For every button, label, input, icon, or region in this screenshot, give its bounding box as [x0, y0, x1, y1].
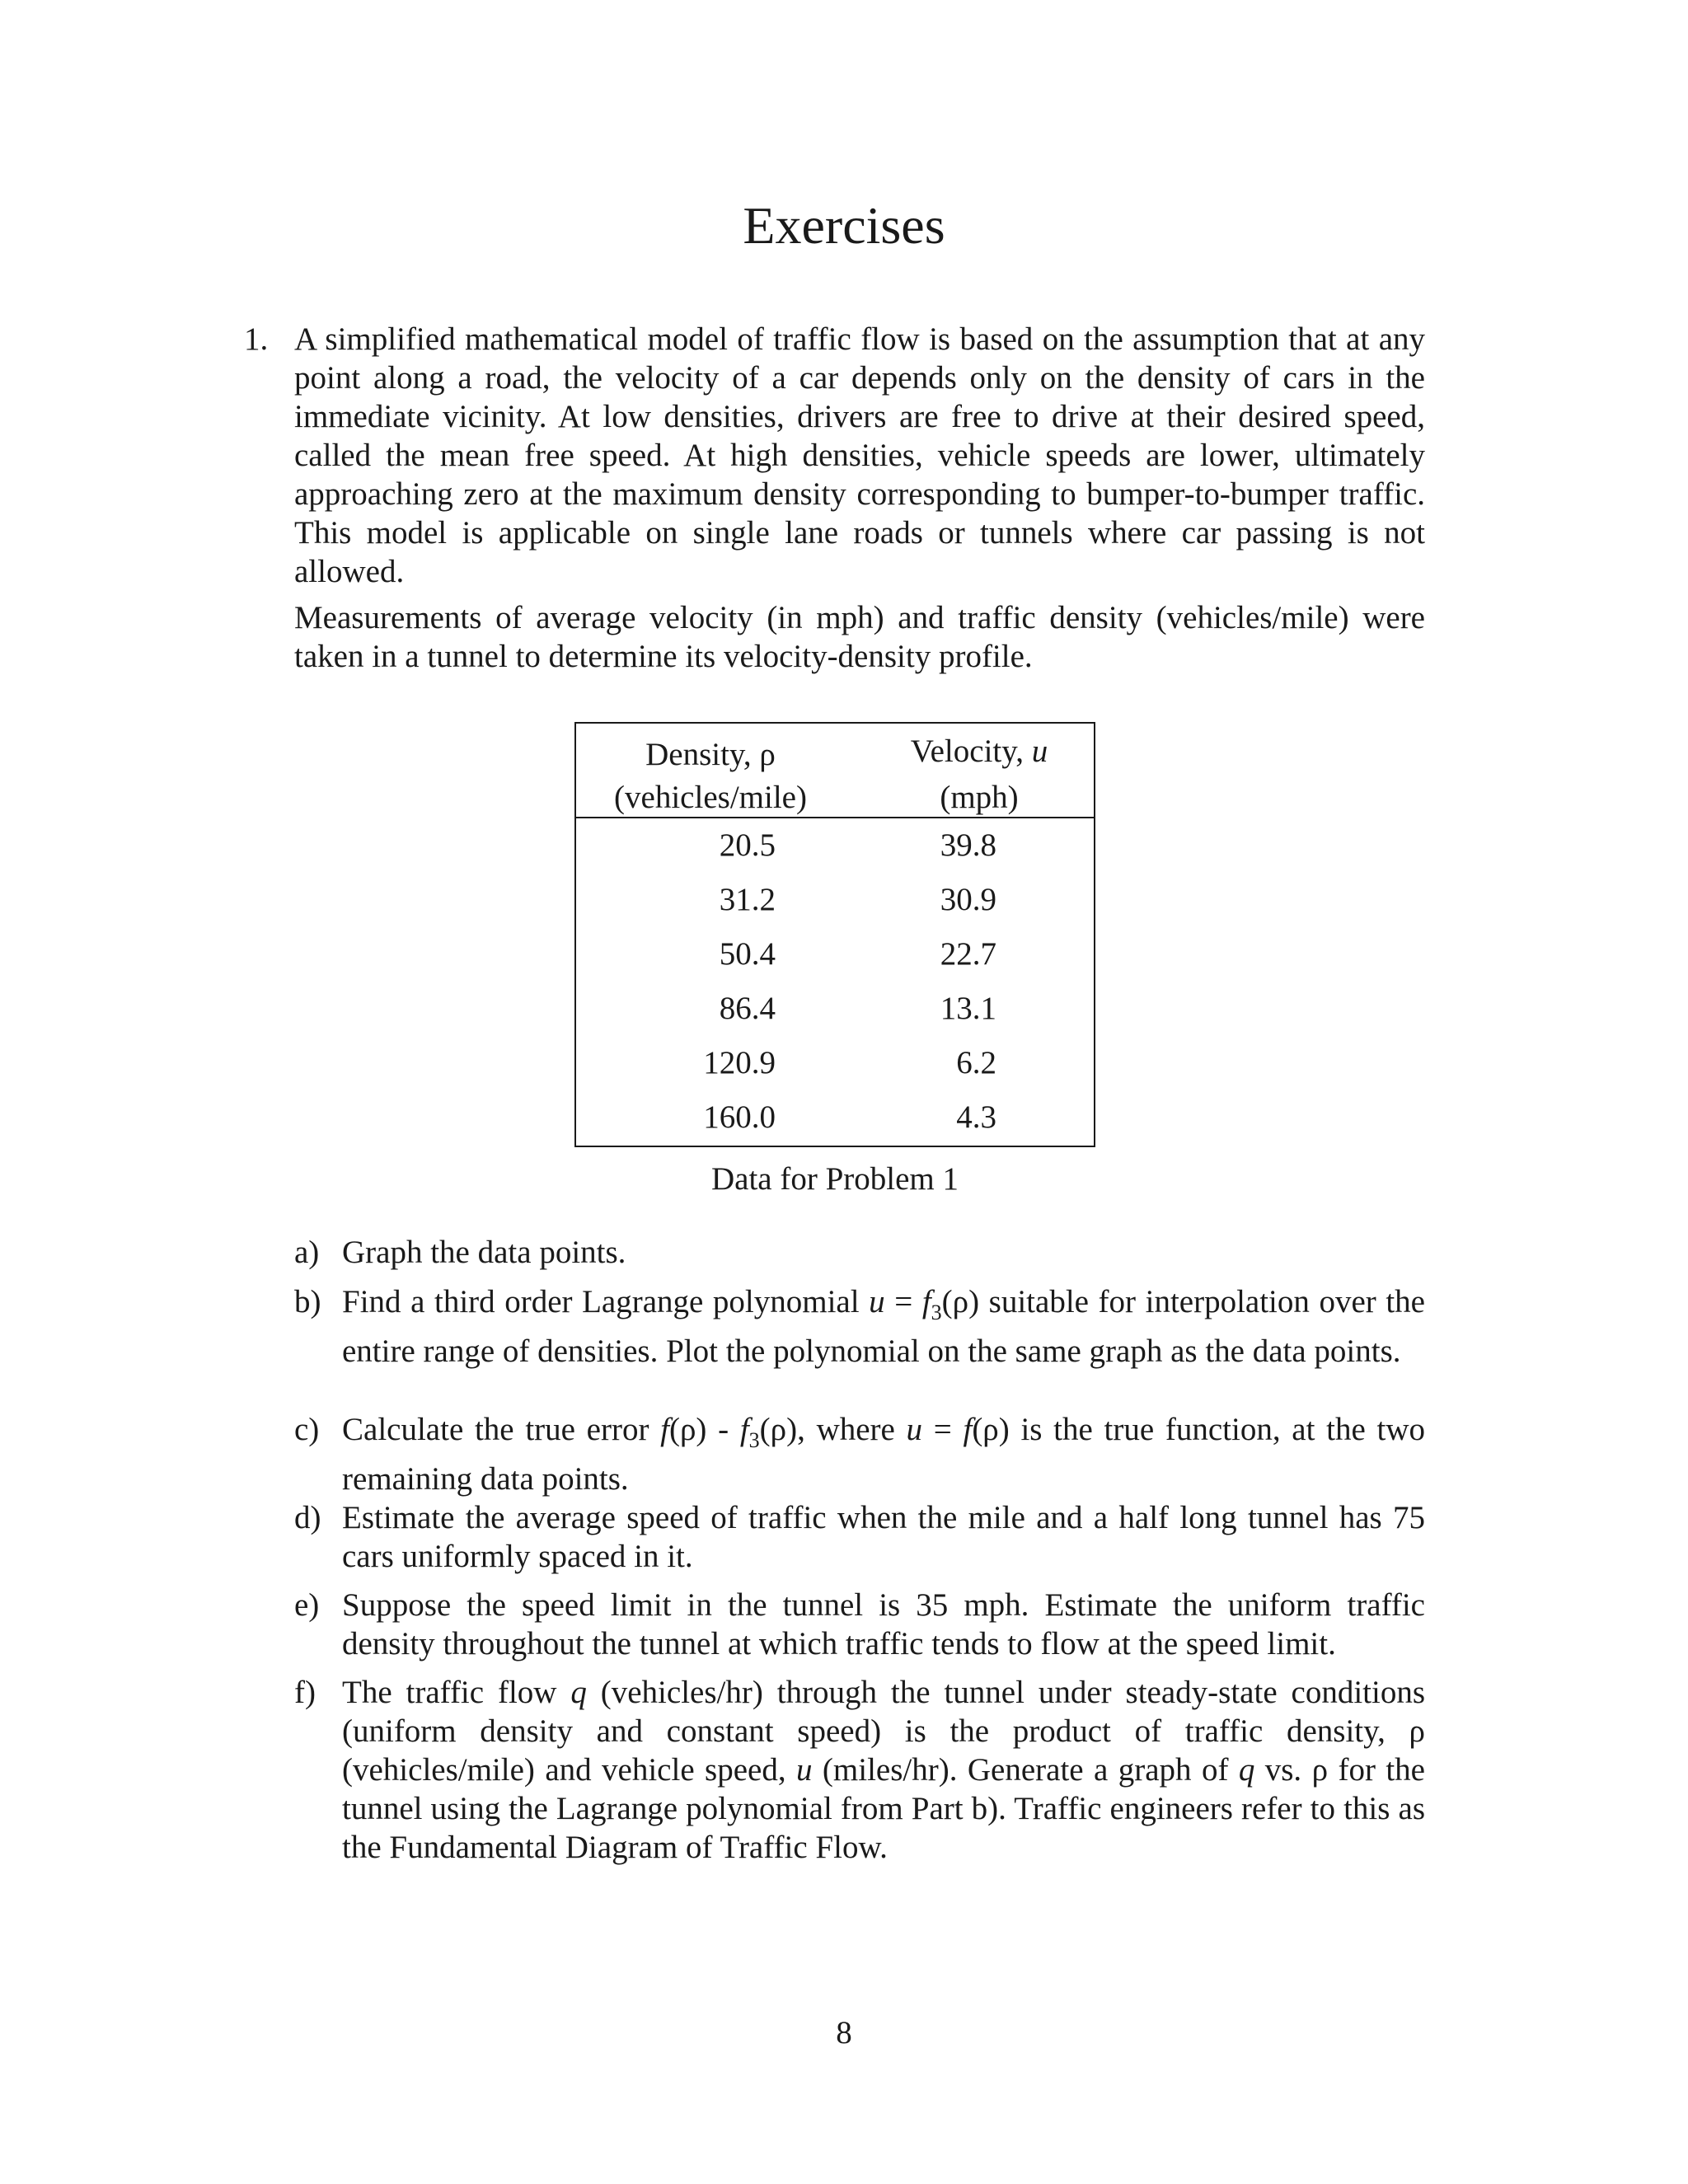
velocity-value: 4.3 [956, 1099, 996, 1135]
velocity-value: 6.2 [956, 1045, 996, 1080]
question-text: The traffic flow q (vehicles/hr) through the tunnel under steady-state conditions (uniform density and constant speed) is the product of traffic density, ρ (vehicles/mile) and vehicle speed, u (miles/hr). Generate a graph of q vs. ρ for the tunnel using the Lagrange polynomial from Part b). Traffic engineers refer to this as the Fundamental Diagram of Traffic Flow. [342, 1675, 1426, 1865]
question-c [294, 1410, 1425, 1498]
question-b [294, 1282, 1425, 1371]
question-e [294, 1586, 1425, 1663]
question-text: Find a third order Lagrange polynomial $u = f_3(\rho)$ suitable for interpolation over the entire range of densities. Plot the polynomial on the same graph as the data points. [342, 1284, 1425, 1369]
velocity-value: 30.9 [940, 882, 996, 917]
question-text: Estimate the average speed of traffic when the mile and a half long tunnel has 75 cars uniformly spaced in it. [342, 1500, 1425, 1574]
density-value: 50.4 [719, 936, 776, 972]
question-text: Suppose the speed limit in the tunnel is 35 mph. Estimate the uniform traffic density throughout the tunnel at which traffic tends to flow at the speed limit. [342, 1587, 1425, 1661]
question-f [294, 1673, 1425, 1867]
velocity-value: 13.1 [940, 991, 996, 1026]
question-label: e) [294, 1587, 320, 1623]
density-value: 31.2 [719, 882, 776, 917]
question-text: Calculate the true error $f(\rho) - f_3(\rho)$, where u = f(ρ) is the true function, at the two remaining data points. [342, 1412, 1425, 1497]
question-d [294, 1498, 1425, 1576]
density-header: Density, ρ [645, 737, 776, 772]
question-label: b) [294, 1284, 321, 1319]
velocity-unit: (mph) [940, 780, 1019, 815]
page-title: Exercises [743, 196, 945, 255]
velocity-header [845, 732, 1114, 771]
header-rule [576, 817, 1094, 818]
question-text: Graph the data points. [342, 1235, 626, 1270]
velocity-value: 39.8 [940, 827, 996, 863]
data-table [574, 722, 1095, 1147]
density-value: 160.0 [703, 1099, 776, 1135]
question-a [294, 1233, 1425, 1272]
density-value: 20.5 [719, 827, 776, 863]
question-label: d) [294, 1500, 321, 1535]
density-value: 86.4 [719, 991, 776, 1026]
velocity-value: 22.7 [940, 936, 996, 972]
problem-paragraph-2: Measurements of average velocity (in mph) and traffic density (vehicles/mile) were taken in a tunnel to determine its velocity-density profile. [294, 600, 1425, 674]
problem-number: 1. [244, 321, 269, 357]
problem-paragraph-1: A simplified mathematical model of traffic flow is based on the assumption that at any point along a road, the velocity of a car depends only on the density of cars in the immediate vicinity. At low densities, drivers are free to drive at their desired speed, called the mean free speed. At high densities, vehicle speeds are lower, ultimately approaching zero at the maximum density corresponding to bumper-to-bumper traffic. This model is applicable on single lane roads or tunnels where car passing is not allowed. [294, 321, 1425, 589]
velocity-symbol: u [1031, 733, 1048, 769]
question-label: c) [294, 1412, 320, 1447]
page-number: 8 [836, 2015, 852, 2050]
density-value: 120.9 [703, 1045, 776, 1080]
velocity-header-text: Velocity, [910, 733, 1032, 769]
table-caption: Data for Problem 1 [710, 1161, 959, 1197]
density-unit: (vehicles/mile) [614, 780, 807, 815]
question-label: f) [294, 1675, 316, 1710]
question-label: a) [294, 1235, 320, 1270]
